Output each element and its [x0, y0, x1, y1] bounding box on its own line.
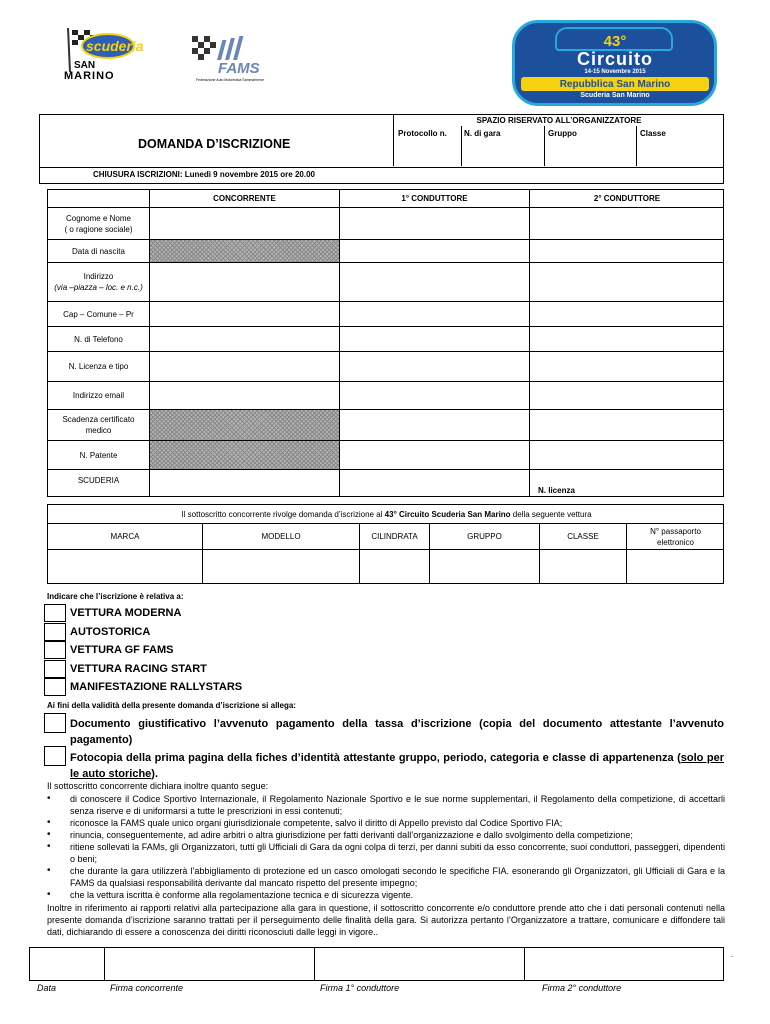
vehicle-intro-suffix: della seguente vettura: [510, 510, 592, 519]
badge-republic: Repubblica San Marino: [521, 77, 709, 91]
col-modello: MODELLO: [261, 532, 301, 541]
vehicle-intro-prefix: Il sottoscritto concorrente rivolge domanda d’iscrizione al: [181, 510, 385, 519]
row-label-telefono: N. di Telefono: [74, 334, 123, 344]
row-label-scadenza: Scadenza certificato medico: [62, 415, 135, 435]
declaration-list: [47, 793, 725, 901]
col-cilindrata: CILINDRATA: [371, 532, 418, 541]
firma-2-field[interactable]: [525, 948, 723, 980]
row-label-cognome: [48, 208, 149, 239]
vehicle-intro-event: 43° Circuito Scuderia San Marino: [384, 510, 511, 519]
header-box: [39, 114, 724, 184]
doc-fiches-text: [70, 750, 724, 782]
circuito-badge: [512, 20, 717, 106]
option-vettura-gf-fams: VETTURA GF FAMS: [70, 644, 174, 656]
checkbox-vettura-moderna[interactable]: [44, 604, 66, 622]
checkbox-autostorica[interactable]: [44, 623, 66, 641]
col-passaporto: N° passaporto elettronico: [650, 526, 701, 547]
badge-dates: 14-15 Novembre 2015: [584, 69, 646, 75]
label-firma-concorrente: Firma concorrente: [110, 983, 184, 993]
badge-scuderia: Scuderia San Marino: [580, 92, 650, 99]
checkbox-racing-start[interactable]: [44, 660, 66, 678]
checkbox-vettura-gf-fams[interactable]: [44, 641, 66, 659]
declaration-item: • di conoscere il Codice Sportivo Internazionale, il Regolamento Nazionale Sportivo e le sue norme supplementari, il Regolamento della competizione, di accettarli senza riserve e di uniformarsi a tutte le prescrizioni in essi contenuti;: [47, 793, 725, 817]
scuderia-field[interactable]: [150, 470, 724, 497]
option-autostorica: AUTOSTORICA: [70, 626, 151, 638]
fams-subtitle: Federazione Auto Motoristica Sammarinese: [196, 78, 264, 82]
page-title: DOMANDA D’ISCRIZIONE: [138, 137, 291, 151]
cognome-concorrente-field[interactable]: [150, 208, 339, 239]
group-label: Gruppo: [548, 129, 577, 138]
row-label-email: Indirizzo email: [72, 391, 125, 400]
hatched-cell-scadenza: [150, 410, 339, 440]
doc-pagamento-text: Documento giustificativo l’avvenuto pagamento della tassa d’iscrizione (copia del documento attestante l’avvenuto pagamento): [70, 718, 724, 746]
logo-marino-text: MARINO: [64, 70, 115, 82]
race-number-label: N. di gara: [464, 129, 501, 138]
doc-fiches-prefix: Fotocopia della prima pagina della fiches d’identità attestante gruppo, periodo, categoria e classe di appartenenza (: [70, 752, 681, 764]
firma-concorrente-field[interactable]: [105, 948, 314, 980]
row-label-indirizzo: [48, 263, 149, 301]
checkbox-rallystars[interactable]: [44, 678, 66, 696]
col-marca: MARCA: [110, 532, 140, 541]
col-classe: CLASSE: [567, 532, 599, 541]
indirizzo-sub-text: (via –piazza – loc. e n.c.): [54, 283, 143, 292]
logo-san-text: SAN: [74, 60, 96, 71]
data-field[interactable]: [30, 948, 104, 980]
signature-box: [29, 947, 724, 981]
indirizzo-text: Indirizzo: [83, 272, 114, 281]
signature-dot: .: [731, 950, 734, 959]
checkbox-doc-pagamento[interactable]: [44, 713, 66, 733]
option-racing-start: VETTURA RACING START: [70, 663, 207, 675]
firma-1-field[interactable]: [315, 948, 524, 980]
declaration-item: • rinuncia, conseguentemente, ad adire arbitri o altra giurisdizione per fatti derivanti dall’organizzazione e dallo svolgimento della competizione;: [47, 829, 725, 841]
option-rallystars: MANIFESTAZIONE RALLYSTARS: [70, 681, 243, 693]
label-firma-1: Firma 1° conduttore: [320, 983, 400, 993]
marca-field[interactable]: [48, 550, 202, 584]
fams-logo: [188, 34, 278, 86]
scuderia-logo-text: scuderia: [86, 38, 144, 54]
hatched-cell-patente: [150, 441, 339, 469]
modello-field[interactable]: [203, 550, 359, 584]
col-conduttore-1: 1° CONDUTTORE: [401, 194, 468, 203]
attachments-label: Ai fini della validità della presente domanda d’iscrizione si allega:: [47, 701, 296, 710]
cognome-conduttore2-field[interactable]: [530, 208, 724, 239]
privacy-text: Inoltre in riferimento ai rapporti relativi alla partecipazione alla gara in questione, il sottoscritto concorrente e/o conduttore prende atto che i dati personali contenuti nella presente domanda d’iscrizione saranno trattati per il perseguimento delle finalità della gara. Si autorizza pertanto l’Organizzatore a trattare, comunicare e diffondere tali dati, dichiarando di essere a conoscenza dei diritti riconosciuti dalle leggi in vigore..: [47, 903, 725, 937]
doc-fiches-suffix: ).: [151, 768, 159, 780]
declaration-item: • che durante la gara utilizzerà l’abbigliamento di protezione ed un casco omologati secondo le specifiche FIA. esonerando gli Organizzatori, gli Ufficiali di Gara e la FAMS da qualsiasi responsabilità derivante dal mancato rispetto del presente impegno;: [47, 865, 725, 889]
row-label-nascita: Data di nascita: [72, 246, 125, 256]
n-licenza-label: N. licenza: [538, 486, 575, 495]
col-concorrente: CONCORRENTE: [213, 194, 276, 203]
row-label-patente: N. Patente: [79, 450, 118, 460]
closing-text: CHIUSURA ISCRIZIONI: Lunedì 9 novembre 2015 ore 20.00: [93, 170, 315, 179]
option-vettura-moderna: VETTURA MODERNA: [70, 607, 182, 619]
declaration-item: • riconosce la FAMS quale unico organi giurisdizionale competente, salvo il diritto di Appello previsto dal Codice Sportivo FIA;: [47, 817, 725, 829]
declaration-item: • ritiene sollevati la FAMs, gli Organizzatori, tutti gli Ufficiali di Gara da ogni colpa di terzi, per danni subiti da esso concorrente, suoi conduttori, passeggeri, dipendenti o beni;: [47, 841, 725, 865]
reserved-label: SPAZIO RISERVATO ALL’ORGANIZZATORE: [476, 116, 642, 125]
scuderia-san-marino-logo: [60, 22, 144, 84]
vehicle-intro: [48, 506, 725, 523]
class-label: Classe: [640, 129, 666, 138]
declaration-intro: Il sottoscritto concorrente dichiara inoltre quanto segue:: [47, 781, 269, 791]
doc-fiches-underline: solo per le auto storiche: [70, 752, 724, 780]
declaration-item: • che la vettura iscritta è conforme alla regolamentazione tecnica e di sicurezza vigente.: [47, 889, 725, 901]
col-conduttore-2: 2° CONDUTTORE: [593, 194, 661, 203]
hatched-cell-nascita: [150, 240, 339, 262]
label-firma-2: Firma 2° conduttore: [542, 983, 622, 993]
checkbox-doc-fiches[interactable]: [44, 746, 66, 766]
fams-logo-text: FAMS: [218, 60, 260, 77]
label-data: Data: [37, 983, 57, 993]
protocol-label: Protocollo n.: [398, 129, 447, 138]
ragione-text: ( o ragione sociale): [64, 224, 133, 234]
badge-event-name: Circuito: [576, 49, 653, 69]
col-gruppo: GRUPPO: [467, 532, 502, 541]
row-label-licenza: N. Licenza e tipo: [68, 362, 129, 371]
category-label: Indicare che l’iscrizione è relativa a:: [47, 592, 184, 601]
badge-number: 43°: [603, 33, 627, 50]
vehicle-table: [47, 504, 724, 584]
row-label-scuderia: SCUDERIA: [77, 475, 120, 485]
cognome-text: Cognome e Nome: [66, 213, 131, 223]
row-label-cap: Cap – Comune – Pr: [63, 309, 134, 319]
cognome-conduttore1-field[interactable]: [340, 208, 529, 239]
entrant-grid: [47, 189, 724, 497]
